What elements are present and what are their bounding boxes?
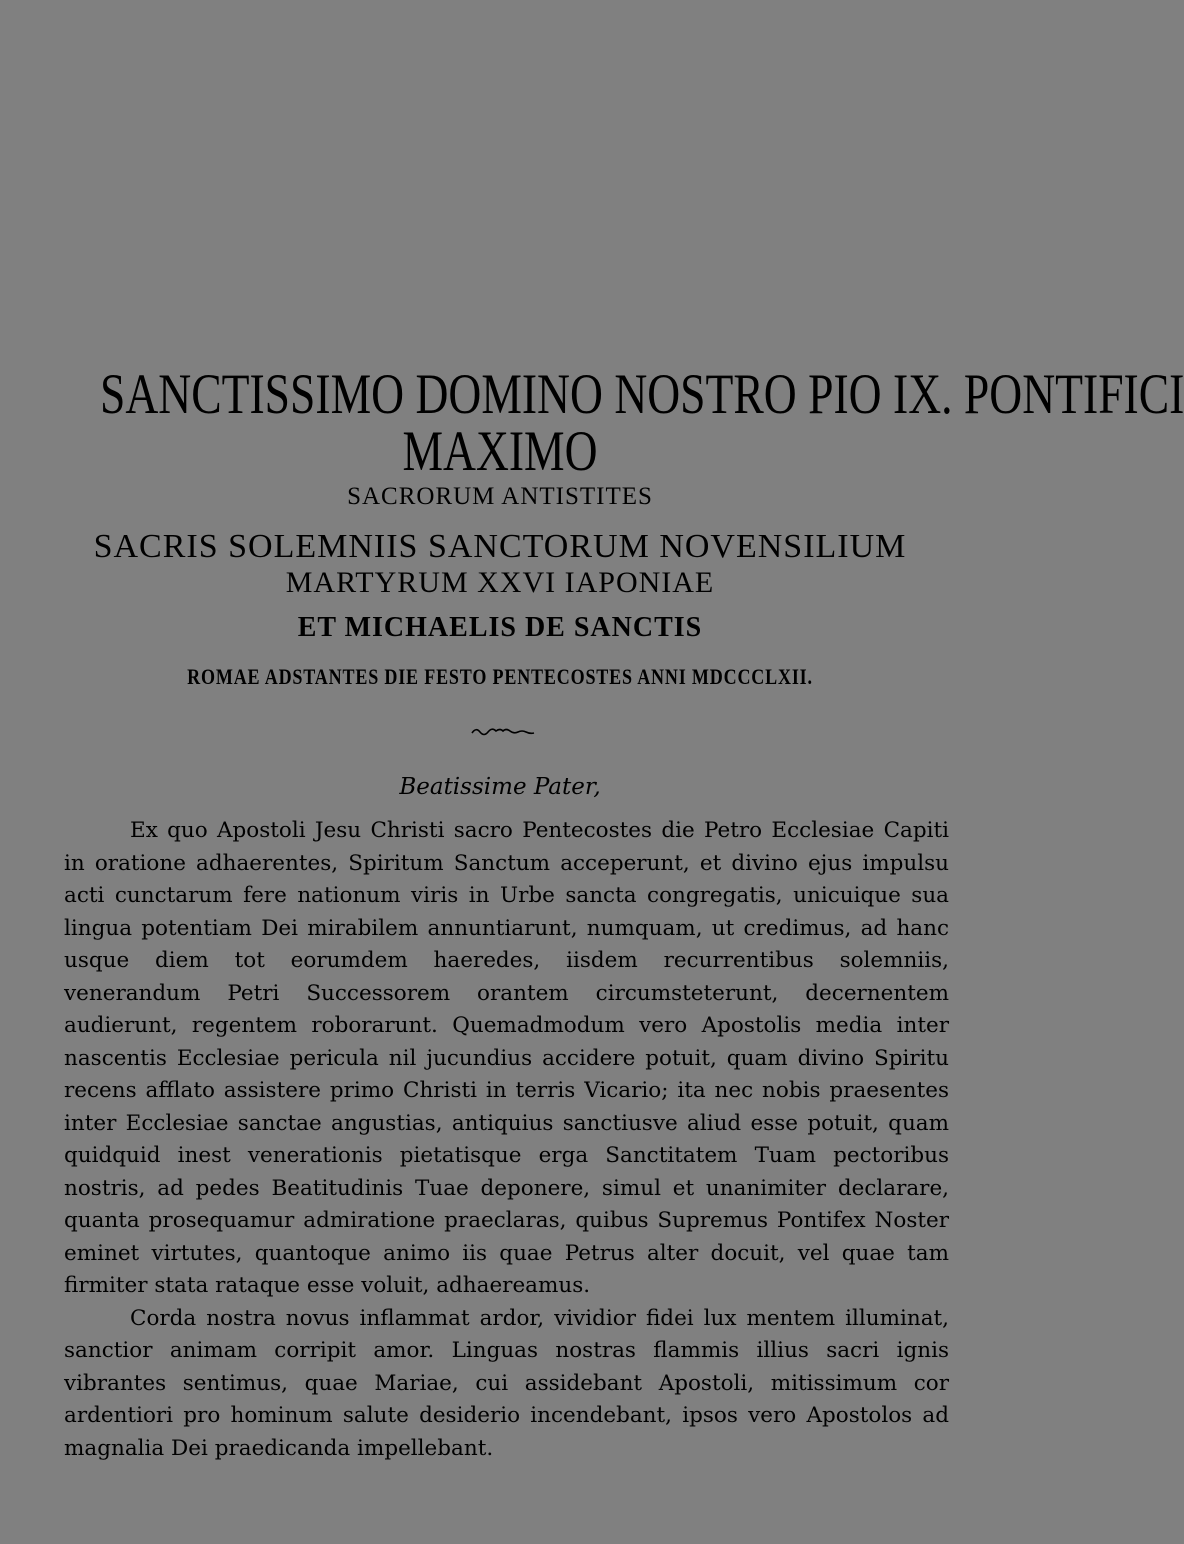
title-line-2: MAXIMO	[402, 420, 598, 483]
ornament-divider	[470, 724, 536, 738]
salutation: Beatissime Pater,	[399, 774, 601, 800]
paragraph-1: Ex quo Apostoli Jesu Christi sacro Pentecostes die Petro Ecclesiae Capiti in oratione adhaerentes, Spiritum Sanctum acceperunt, et divino ejus impulsu acti cunctarum fere nationum viris in Urbe sancta congregatis, unicuique sua lingua potentiam Dei mirabilem annuntiarunt, numquam, ut credimus, ad hanc usque diem tot eorumdem haeredes, iisdem recurrentibus solemniis, venerandum Petri Successorem orantem circumsteterunt, decernentem audierunt, regentem roborarunt. Quemadmodum vero Apostolis media inter nascentis Ecclesiae pericula nil jucundius accidere potuit, quam divino Spiritu recens afflato assistere primo Christi in terris Vicario; ita nec nobis praesentes inter Ecclesiae sanctae angustias, antiquius sanctiusve aliud esse potuit, quam quidquid inest venerationis pietatisque erga Sanctitatem Tuam pectoribus nostris, ad pedes Beatitudinis Tuae deponere, simul et unanimiter declarare, quanta prosequamur admiratione praeclaras, quibus Supremus Pontifex Noster eminet virtutes, quantoque animo iis quae Petrus alter docuit, vel quae tam firmiter stata rataque esse voluit, adhaereamus.	[64, 818, 949, 1298]
body-text	[64, 815, 949, 1465]
subtitle-martyrum: MARTYRUM XXVI IAPONIAE	[285, 566, 715, 599]
title-line-1: SANCTISSIMO DOMINO NOSTRO PIO IX. PONTIFICI	[100, 363, 1184, 426]
subtitle-antistites: SACRORUM ANTISTITES	[347, 483, 653, 510]
subtitle-date: ROMAE ADSTANTES DIE FESTO PENTECOSTES ANNI MDCCCLXII.	[187, 664, 813, 689]
subtitle-solemniis: SACRIS SOLEMNIIS SANCTORUM NOVENSILIUM	[93, 528, 907, 565]
subtitle-michaelis: ET MICHAELIS DE SANCTIS	[297, 612, 703, 643]
paragraph-2: Corda nostra novus inflammat ardor, vividior fidei lux mentem illuminat, sanctior animam corripit amor. Linguas nostras flammis illius sacri ignis vibrantes sentimus, quae Mariae, cui assidebant Apostoli, mitissimum cor ardentiori pro hominum salute desiderio incendebant, ipsos vero Apostolos ad magnalia Dei praedicanda impellebant.	[64, 1305, 949, 1461]
